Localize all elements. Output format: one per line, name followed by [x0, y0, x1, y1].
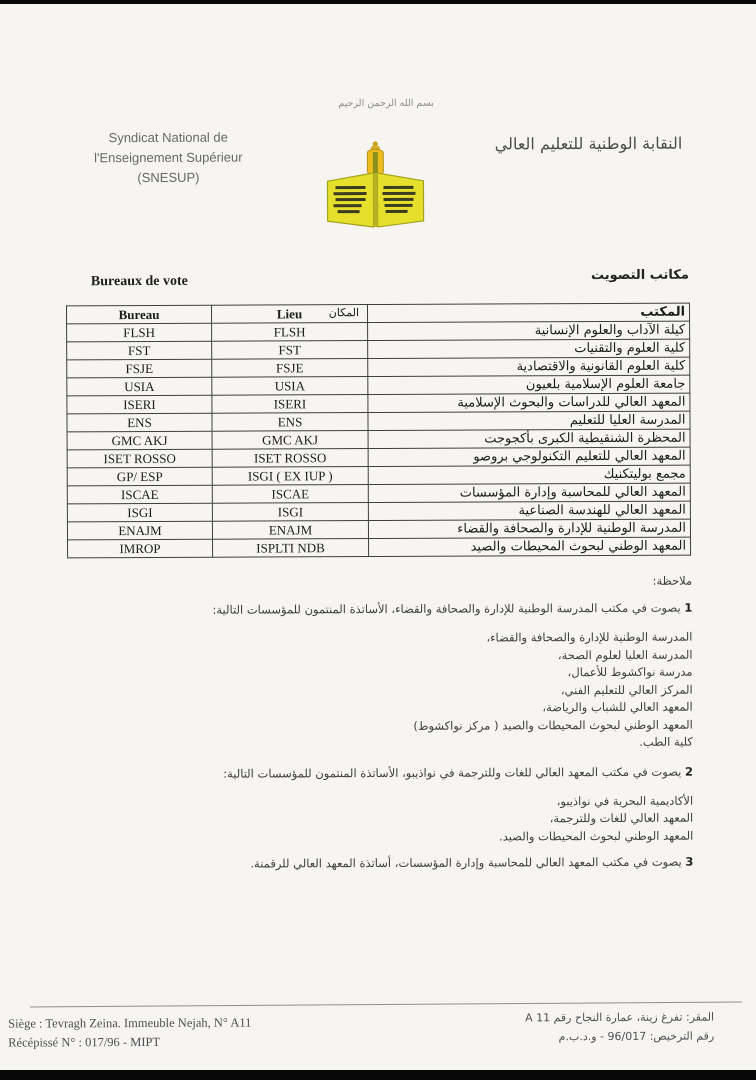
- note-2-text: يصوت في مكتب المعهد العالي للغات وللترجمة في نواذيبو، الأساتذة المنتمون للمؤسسات التالية:: [223, 764, 682, 781]
- institution-list-item: مدرسة نواكشوط للأعمال،: [567, 664, 693, 680]
- org-fr-line3: (SNESUP): [137, 169, 200, 186]
- lieu-cell: FSJE: [212, 359, 368, 378]
- footer-receipt-french: Récépissé N° : 017/96 - MIPT: [8, 1034, 161, 1050]
- bureau-cell: ISCAE: [67, 485, 212, 504]
- lieu-cell: GMC AKJ: [212, 431, 368, 450]
- lieu-cell: ISCAE: [212, 485, 368, 504]
- note-1-text: يصوت في مكتب المدرسة الوطنية للإدارة والصحافة والقضاء، الأساتذة المنتمون للمؤسسات التالية:: [212, 600, 681, 617]
- bureau-cell: FLSH: [67, 323, 212, 342]
- office-cell: المدرسة العليا للتعليم: [368, 411, 690, 430]
- footer-divider: [30, 1001, 742, 1007]
- lieu-cell: FST: [212, 341, 368, 360]
- section-title-arabic: مكاتب التصويت: [590, 267, 689, 284]
- snesup-emblem-icon: [319, 139, 431, 243]
- institution-list-item: الأكاديمية البحرية في نواذيبو،: [556, 793, 694, 808]
- organization-name-french: [76, 128, 260, 189]
- note-3-number: 3: [685, 854, 694, 869]
- lieu-label: Lieu: [276, 305, 303, 321]
- office-cell: مجمع بوليتكنيك: [368, 465, 690, 484]
- office-cell: المعهد العالي للمحاسبة وإدارة المؤسسات: [368, 483, 690, 502]
- footer-license-arabic: رقم الترخيص: 96/017 - و.د.ب.م: [558, 1029, 715, 1044]
- bureau-cell: ISET ROSSO: [67, 449, 212, 468]
- note-3: [89, 855, 693, 872]
- lieu-cell: FLSH: [212, 323, 368, 342]
- org-fr-line2: l'Enseignement Supérieur: [94, 149, 243, 166]
- org-fr-line1: Syndicat National de: [108, 129, 228, 146]
- office-cell: المعهد العالي للتعليم التكنولوجي بروصو: [368, 447, 690, 466]
- note-2: [89, 764, 693, 781]
- note-2-number: 2: [684, 764, 694, 779]
- note-2-institution-list: [89, 792, 693, 847]
- office-cell: كيلة الآداب والعلوم الإنسانية: [368, 321, 690, 340]
- institution-list-item: كلية الطب.: [639, 734, 693, 749]
- bureau-cell: GMC AKJ: [67, 431, 212, 450]
- lieu-cell: ISET ROSSO: [212, 449, 368, 468]
- column-header-lieu: [211, 305, 367, 324]
- organization-name-arabic: النقابة الوطنية للتعليم العالي: [494, 133, 683, 154]
- column-header-office-arabic: المكتب: [367, 303, 689, 322]
- office-cell: المعهد العالي للدراسات والبحوث الإسلامية: [368, 393, 690, 412]
- vote-table-body: [67, 321, 691, 558]
- institution-list-item: المعهد الوطني لبحوث المحيطات والصيد ( مركز نواكشوط): [413, 717, 693, 733]
- lieu-cell: ISERI: [212, 395, 368, 414]
- table-row: [68, 537, 691, 558]
- bottom-black-bar: [0, 1070, 756, 1080]
- note-3-text: يصوت في مكتب المعهد العالي للمحاسبة وإدارة المؤسسات، أساتذة المعهد العالي للرقمنة.: [250, 854, 682, 871]
- institution-list-item: المدرسة الوطنية للإدارة والصحافة والقضاء،: [486, 629, 693, 645]
- institution-list-item: المركز العالي للتعليم الفني،: [560, 682, 693, 697]
- office-cell: المحظرة الشنقيطية الكبرى بأكجوجت: [368, 429, 690, 448]
- bureau-cell: IMROP: [68, 539, 213, 558]
- institution-list-item: المدرسة العليا لعلوم الصحة،: [557, 647, 693, 662]
- bureau-cell: FST: [67, 341, 212, 360]
- lieu-cell: ISGI ( EX IUP ): [212, 467, 368, 486]
- institution-list-item: المعهد العالي للشباب والرياضة،: [542, 699, 693, 715]
- office-cell: كلية العلوم القانونية والاقتصادية: [368, 357, 690, 376]
- bureau-cell: GP/ ESP: [67, 467, 212, 486]
- column-header-bureau: Bureau: [66, 305, 211, 324]
- note-1: [88, 601, 692, 618]
- office-cell: جامعة العلوم الإسلامية بلعيون: [368, 375, 690, 394]
- scanned-document-page: [0, 2, 756, 1071]
- footer-arabic: [525, 1008, 714, 1047]
- footer-address-arabic: المقر: تفرغ زينة، عمارة النجاح رقم A 11: [525, 1010, 715, 1025]
- institution-list-item: المعهد العالي للغات وللترجمة،: [549, 810, 694, 826]
- lieu-cell: USIA: [212, 377, 368, 396]
- office-cell: المعهد العالي للهندسة الصناعية: [368, 501, 690, 520]
- institution-list-item: المعهد الوطني لبحوث المحيطات والصيد.: [499, 828, 694, 843]
- note-1-number: 1: [684, 600, 693, 615]
- bureau-cell: ISERI: [67, 395, 212, 414]
- note-1-institution-list: [88, 629, 693, 754]
- bureau-cell: ENAJM: [67, 521, 212, 540]
- office-cell: المعهد الوطني لبحوث المحيطات والصيد: [369, 537, 691, 556]
- lieu-label-arabic: المكان: [328, 306, 360, 320]
- lieu-cell: ENS: [212, 413, 368, 432]
- footer-french: [8, 1014, 251, 1053]
- bureau-cell: USIA: [67, 377, 212, 396]
- notes-label: ملاحظة:: [652, 573, 693, 588]
- lieu-cell: ISGI: [212, 503, 368, 522]
- footer-address-french: Siège : Tevragh Zeina. Immeuble Nejah, N° A11: [8, 1015, 252, 1031]
- bismillah-text: بسم الله الرحمن الرحيم: [338, 97, 434, 110]
- notes-section: [88, 574, 693, 886]
- office-cell: المدرسة الوطنية للإدارة والصحافة والقضاء: [368, 519, 690, 538]
- office-cell: كلية العلوم والتقنيات: [368, 339, 690, 358]
- bureau-cell: ENS: [67, 413, 212, 432]
- bureau-cell: ISGI: [67, 503, 212, 522]
- section-title-french: Bureaux de vote: [90, 273, 188, 290]
- lieu-cell: ENAJM: [212, 521, 368, 540]
- lieu-cell: ISPLTI NDB: [213, 539, 369, 558]
- vote-offices-table: [66, 303, 691, 559]
- bureau-cell: FSJE: [67, 359, 212, 378]
